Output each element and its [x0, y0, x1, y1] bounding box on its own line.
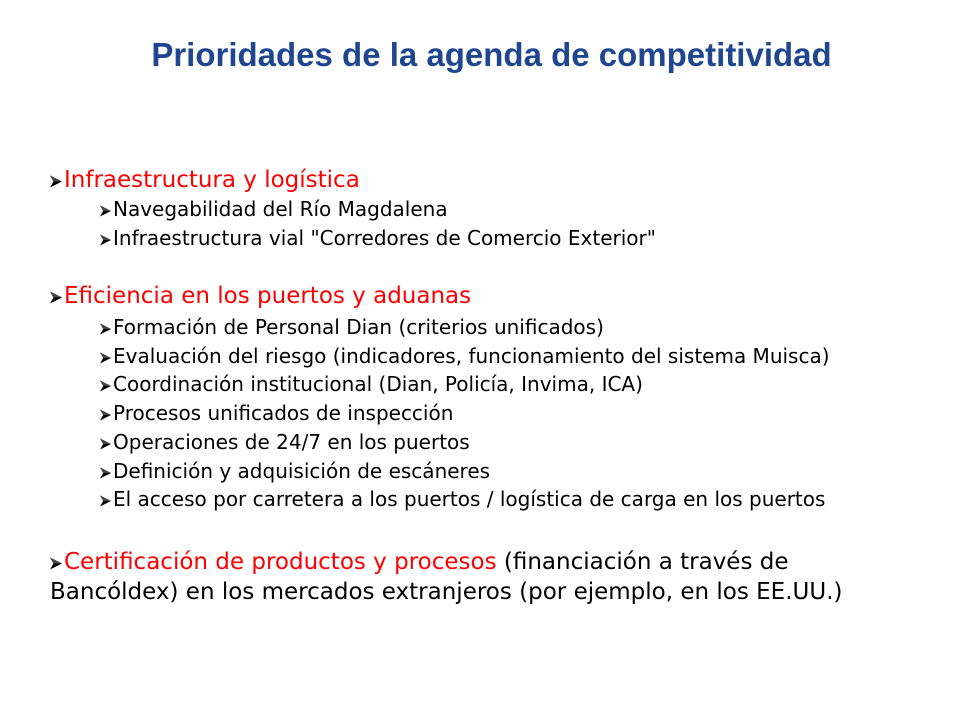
arrow-bullet-icon [100, 352, 111, 364]
section-heading-text: Certificación de productos y procesos [64, 549, 497, 575]
arrow-bullet-icon [100, 323, 111, 335]
arrow-bullet-icon [50, 557, 62, 570]
section-items-infraestructura [100, 195, 656, 253]
list-item-text: El acceso por carretera a los puertos / logística de carga en los puertos [113, 487, 826, 512]
list-item [100, 342, 830, 371]
list-item [100, 399, 830, 428]
list-item-text: Navegabilidad del Río Magdalena [113, 197, 448, 221]
list-item [100, 195, 656, 224]
list-item [100, 370, 830, 399]
section-heading-text: Infraestructura y logística [64, 167, 360, 193]
arrow-bullet-icon [100, 495, 111, 507]
arrow-bullet-icon [50, 175, 62, 188]
arrow-bullet-icon [100, 409, 111, 421]
list-item-text: Definición y adquisición de escáneres [113, 458, 491, 483]
arrow-bullet-icon [100, 467, 111, 479]
list-item [100, 313, 830, 342]
section-heading-eficiencia [50, 281, 471, 311]
arrow-bullet-icon [100, 234, 111, 246]
list-item-text: Formación de Personal Dian (criterios unificados) [113, 315, 604, 339]
list-item-text: Infraestructura vial "Corredores de Comercio Exterior" [113, 226, 656, 250]
arrow-bullet-icon [100, 205, 111, 217]
list-item [100, 428, 830, 457]
arrow-bullet-icon [50, 291, 62, 304]
arrow-bullet-icon [100, 438, 111, 450]
list-item [100, 224, 656, 253]
list-item [100, 485, 830, 514]
list-item [100, 457, 830, 486]
slide-title: Prioridades de la agenda de competitividad [151, 36, 832, 73]
list-item-text: Operaciones de 24/7 en los puertos [113, 429, 470, 454]
list-item-text: Coordinación institucional (Dian, Policía, Invima, ICA) [113, 372, 643, 397]
section-heading-text: Eficiencia en los puertos y aduanas [64, 283, 472, 309]
section-heading-suffix: (financiación a través de Bancóldex) en los mercados extranjeros (por ejemplo, en los EE.UU.) [50, 549, 843, 605]
section-items-eficiencia [100, 313, 830, 514]
arrow-bullet-icon [100, 380, 111, 392]
list-item-text: Procesos unificados de inspección [113, 401, 454, 426]
section-heading-certificacion [50, 547, 910, 607]
section-heading-infraestructura [50, 165, 360, 195]
list-item-text: Evaluación del riesgo (indicadores, funcionamiento del sistema Muisca) [113, 343, 830, 368]
